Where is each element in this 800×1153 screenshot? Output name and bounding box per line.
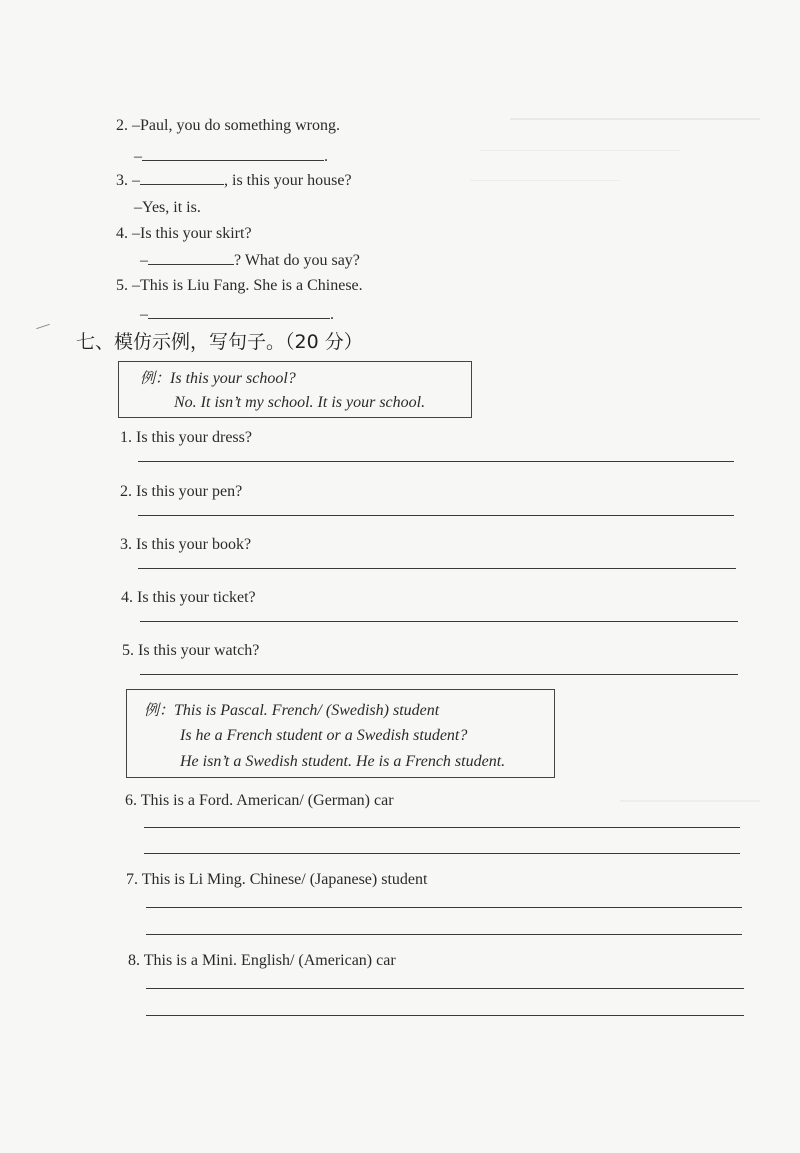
item-6: 6. This is a Ford. American/ (German) car bbox=[125, 792, 394, 809]
bleed-through-mark bbox=[620, 800, 760, 802]
item-8: 8. This is a Mini. English/ (American) car bbox=[128, 952, 396, 969]
item-1: 1. Is this your dress? bbox=[120, 429, 252, 446]
q3-reply: –Yes, it is. bbox=[134, 199, 201, 216]
answer-line[interactable] bbox=[138, 515, 734, 516]
q2-line2: – . bbox=[134, 148, 328, 165]
bleed-through-mark bbox=[510, 118, 760, 120]
example-label: 例： bbox=[140, 369, 171, 387]
example2-line2: Is he a French student or a Swedish student? bbox=[180, 727, 468, 744]
q5-line2: – . bbox=[140, 306, 334, 323]
item-7: 7. This is Li Ming. Chinese/ (Japanese) student bbox=[126, 871, 428, 888]
answer-line[interactable] bbox=[140, 621, 738, 622]
answer-line[interactable] bbox=[144, 827, 740, 828]
item-4: 4. Is this your ticket? bbox=[121, 589, 256, 606]
bleed-through-mark bbox=[480, 150, 680, 151]
q4-line1: 4. –Is this your skirt? bbox=[116, 225, 252, 242]
bleed-through-mark bbox=[470, 180, 620, 181]
pen-mark bbox=[36, 324, 50, 329]
answer-line[interactable] bbox=[146, 1015, 744, 1016]
example1-line1: 例：Is this your school? bbox=[140, 369, 296, 387]
example1-line2: No. It isn’t my school. It is your school. bbox=[174, 394, 426, 411]
answer-line[interactable] bbox=[140, 674, 738, 675]
answer-blank[interactable] bbox=[148, 250, 234, 265]
q2-line1: 2. –Paul, you do something wrong. bbox=[116, 117, 340, 134]
example2-line3: He isn’t a Swedish student. He is a French student. bbox=[180, 753, 506, 770]
answer-line[interactable] bbox=[146, 934, 742, 935]
example-label: 例： bbox=[144, 701, 175, 719]
answer-blank[interactable] bbox=[142, 146, 324, 161]
answer-line[interactable] bbox=[138, 568, 736, 569]
answer-line[interactable] bbox=[138, 461, 734, 462]
item-5: 5. Is this your watch? bbox=[122, 642, 260, 659]
answer-line[interactable] bbox=[144, 853, 740, 854]
item-3: 3. Is this your book? bbox=[120, 536, 252, 553]
q5-line1: 5. –This is Liu Fang. She is a Chinese. bbox=[116, 277, 363, 294]
answer-line[interactable] bbox=[146, 988, 744, 989]
section-heading: 七、模仿示例，写句子。（20 分） bbox=[76, 331, 363, 353]
answer-blank[interactable] bbox=[140, 170, 224, 185]
q4-line2: – ? What do you say? bbox=[140, 252, 360, 269]
q3-line1: 3. – , is this your house? bbox=[116, 172, 352, 189]
example2-line1: 例：This is Pascal. French/ (Swedish) student bbox=[144, 701, 440, 719]
answer-blank[interactable] bbox=[148, 304, 330, 319]
answer-line[interactable] bbox=[146, 907, 742, 908]
item-2: 2. Is this your pen? bbox=[120, 483, 243, 500]
